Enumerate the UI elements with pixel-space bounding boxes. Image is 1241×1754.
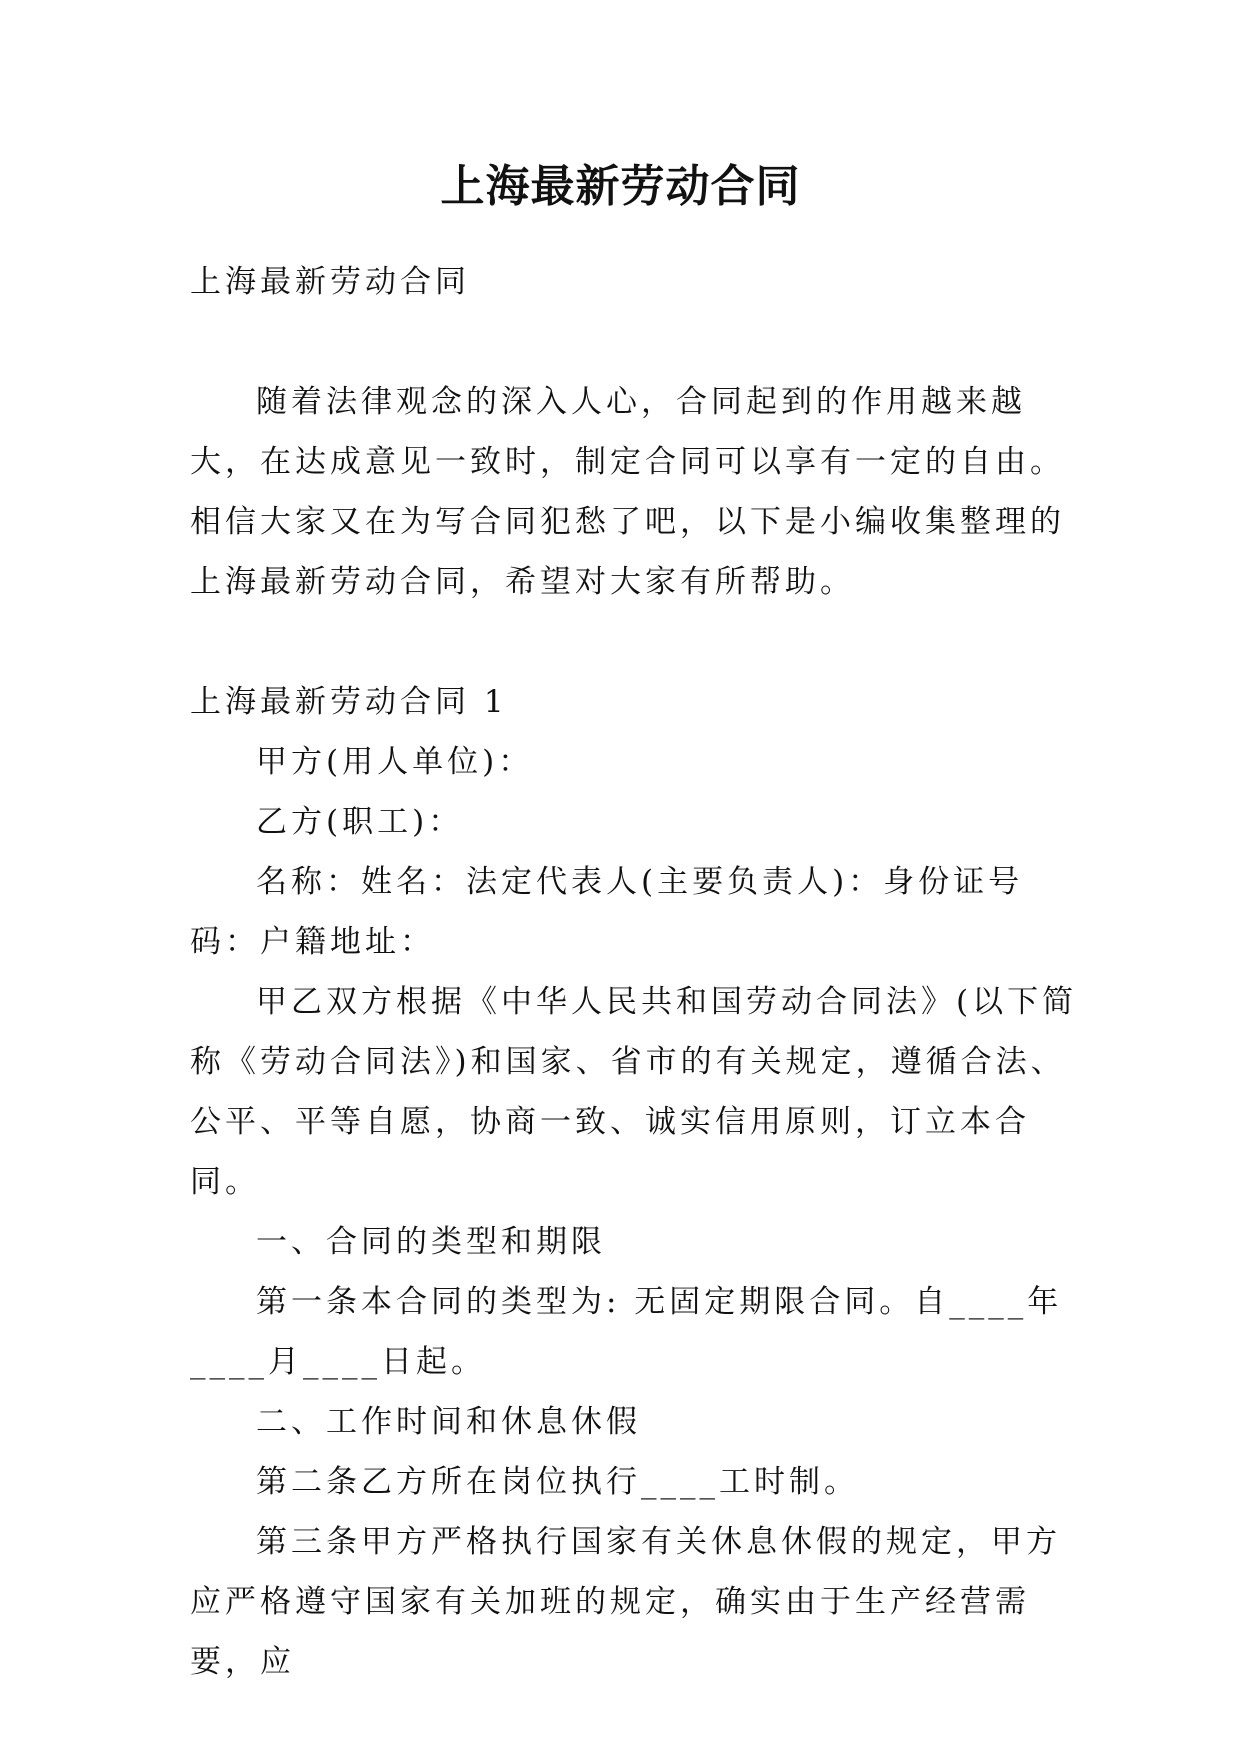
- subtitle: 上海最新劳动合同: [190, 264, 470, 300]
- article-three-paragraph: 第三条甲方严格执行国家有关休息休假的规定，甲方应严格遵守国家有关加班的规定，确实由于生产经营需要，应: [190, 1524, 1061, 1680]
- document-body: [190, 252, 1080, 1692]
- document-title: 上海最新劳动合同: [440, 161, 801, 212]
- spacer: [190, 312, 1080, 372]
- chapter-two-heading: 二、工作时间和休息休假: [256, 1404, 641, 1440]
- article-one-paragraph: 第一条本合同的类型为: 无固定期限合同。自____年____月____日起。: [190, 1284, 1063, 1380]
- party-a-line: 甲方(用人单位)：: [256, 744, 534, 780]
- agreement-basis-paragraph: 甲乙双方根据《中华人民共和国劳动合同法》(以下简称《劳动合同法》)和国家、省市的有关规定，遵循合法、公平、平等自愿，协商一致、诚实信用原则，订立本合同。: [190, 984, 1078, 1200]
- section-heading: 上海最新劳动合同 1: [190, 684, 508, 720]
- spacer: [190, 612, 1080, 672]
- intro-paragraph: 随着法律观念的深入人心，合同起到的作用越来越大，在达成意见一致时，制定合同可以享有一定的自由。相信大家又在为写合同犯愁了吧，以下是小编收集整理的上海最新劳动合同，希望对大家有所帮助。: [190, 384, 1065, 600]
- article-two-paragraph: 第二条乙方所在岗位执行____工时制。: [256, 1464, 859, 1500]
- identity-fields-line: 名称：姓名：法定代表人(主要负责人)：身份证号码：户籍地址：: [190, 864, 1024, 960]
- party-b-line: 乙方(职工)：: [256, 804, 464, 840]
- chapter-one-heading: 一、合同的类型和期限: [256, 1224, 606, 1260]
